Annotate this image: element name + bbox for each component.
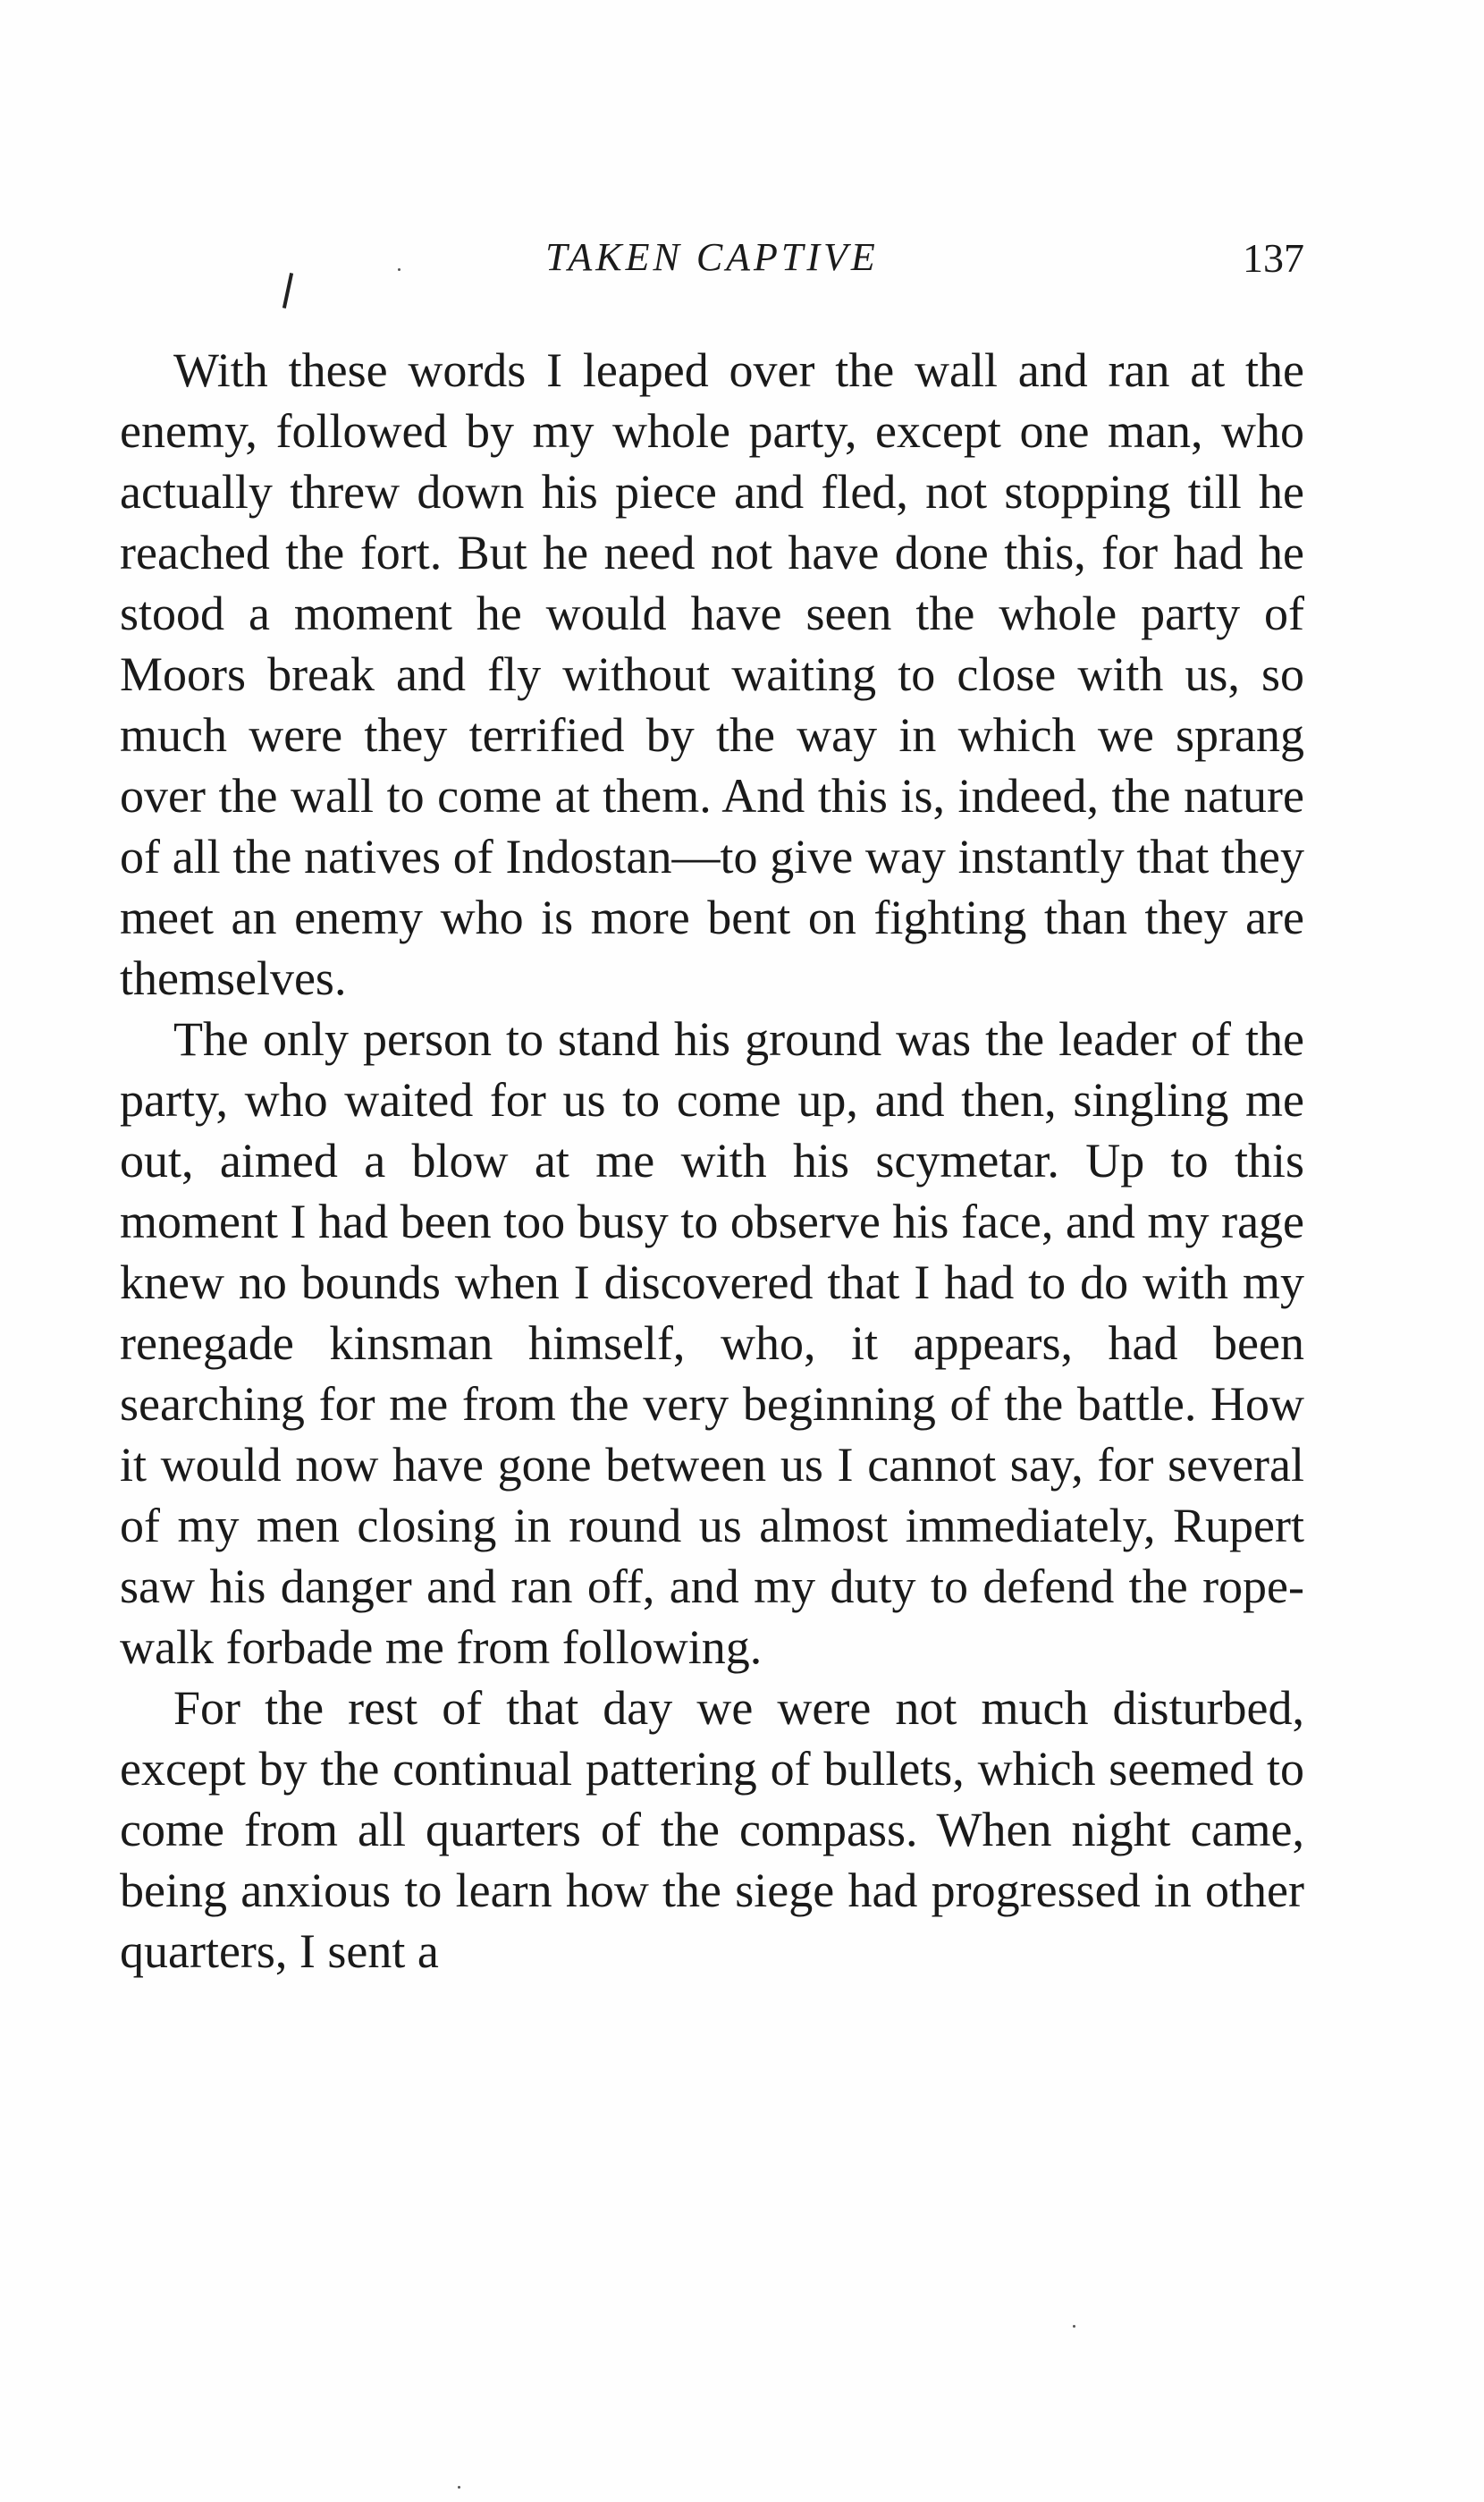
ink-speck <box>1073 2325 1075 2328</box>
paragraph: For the rest of that day we were not much disturbed, except by the continual pattering of bullets, which seemed to come from all quarters of the compass. When night came, being anxious to learn how the siege had progressed in other quarters, I sent a <box>120 1681 1304 1978</box>
running-head <box>120 234 1304 297</box>
body-text <box>120 340 1304 1982</box>
paragraph: The only person to stand his ground was the leader of the party, who waited for us to come up, and then, singling me out, aimed a blow at me with his scymetar. Up to this moment I had been too busy to observe his face, and my rage knew no bounds when I discovered that I had to do with my renegade kinsman himself, who, it appears, had been searching for me from the very beginning of the battle. How it would now have gone between us I cannot say, for several of my men closing in round us almost immediately, Rupert saw his danger and ran off, and my duty to defend the rope-walk forbade me from following. <box>120 1012 1304 1674</box>
ink-speck <box>398 268 401 271</box>
running-title: TAKEN CAPTIVE <box>545 235 879 279</box>
ink-speck <box>458 2486 460 2489</box>
page-number: 137 <box>1243 235 1304 281</box>
paragraph: With these words I leaped over the wall and ran at the enemy, followed by my whole party, except one man, who actually threw down his piece and fled, not stopping till he reached the fort. But he need not have done this, for had he stood a moment he would have seen the whole party of Moors break and fly without waiting to close with us, so much were they terrified by the way in which we sprang over the wall to come at them. And this is, indeed, the nature of all the natives of Indostan—to give way instantly that they meet an enemy who is more bent on fighting than they are themselves. <box>120 343 1304 1005</box>
